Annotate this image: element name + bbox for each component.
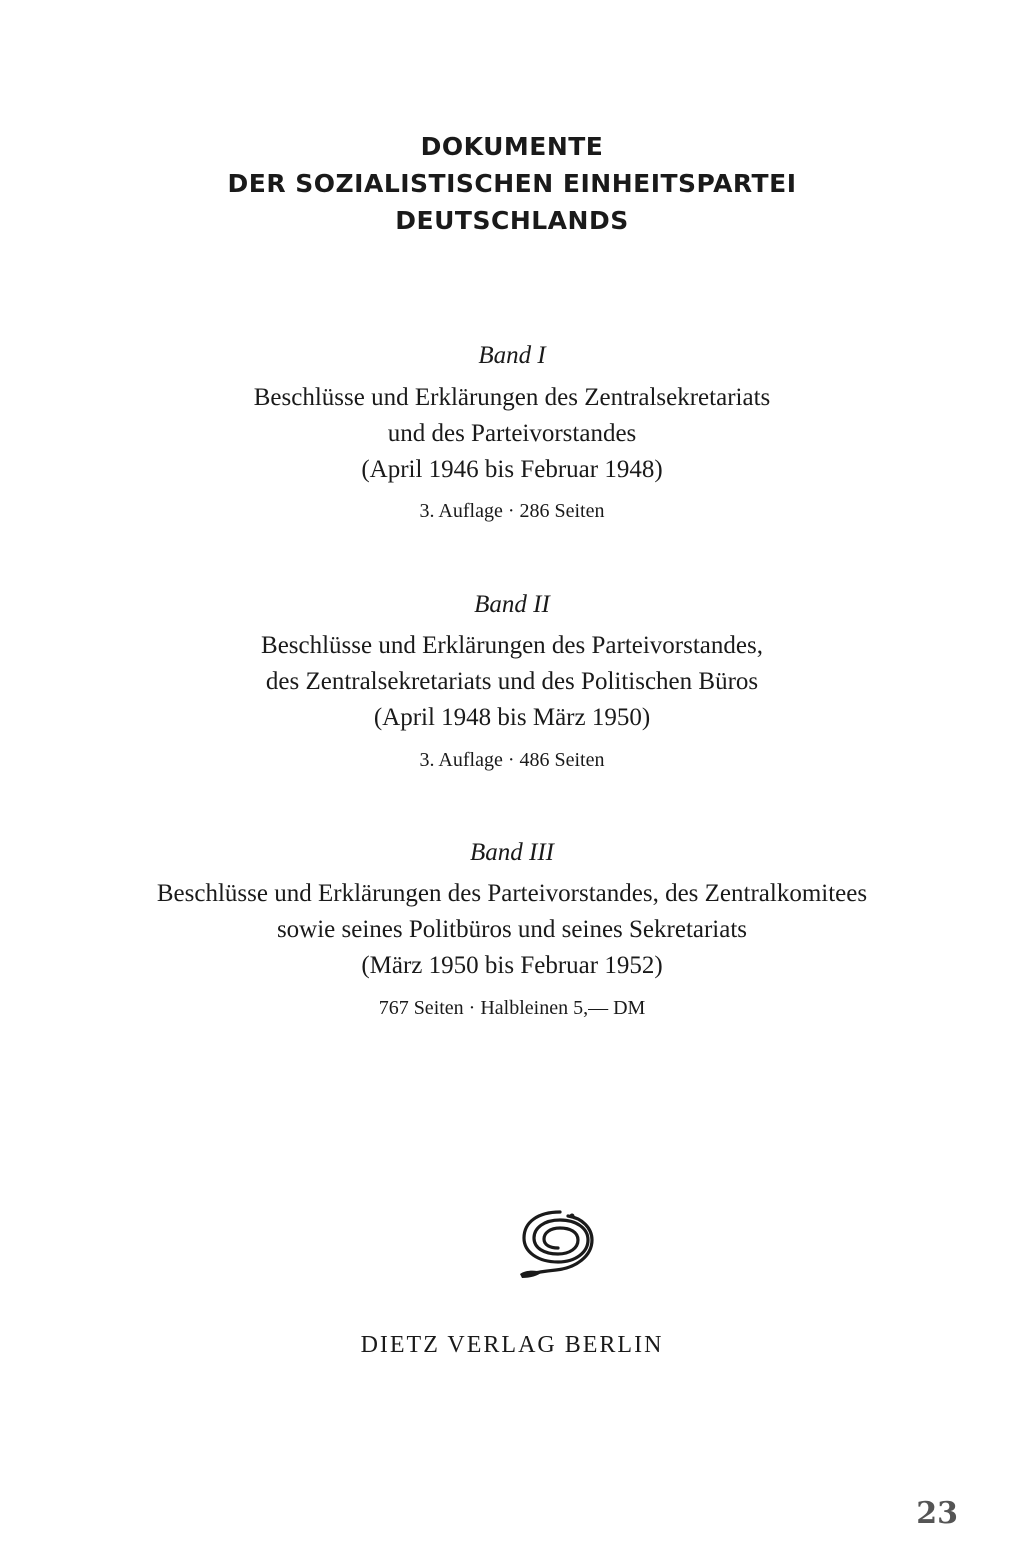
publisher-spiral-logo-icon: [516, 1208, 596, 1282]
series-title-line-2: DER SOZIALISTISCHEN EINHEITSPARTEI: [227, 169, 797, 198]
volume-2-line-2: des Zentralsekretariats und des Politischen Büros: [265, 668, 759, 695]
volume-2-heading: Band II: [474, 591, 550, 618]
volume-2-meta: 3. Auflage · 486 Seiten: [419, 749, 605, 771]
volume-3-line-2: sowie seines Politbüros und seines Sekretariats: [276, 916, 748, 943]
volume-3-line-3: (März 1950 bis Februar 1952): [361, 952, 663, 979]
series-title-line-1: DOKUMENTE: [420, 132, 604, 161]
publisher-name: DIETZ VERLAG BERLIN: [360, 1332, 664, 1358]
series-title: [0, 128, 1024, 239]
volume-1-line-3: (April 1946 bis Februar 1948): [361, 456, 663, 483]
volume-3-heading: Band III: [470, 839, 554, 866]
volume-1-heading: Band I: [478, 342, 546, 369]
volume-1-line-2: und des Parteivorstandes: [387, 420, 637, 447]
volume-3-line-1: Beschlüsse und Erklärungen des Parteivorstandes, des Zentralkomitees: [156, 880, 868, 907]
page-number: 23: [916, 1496, 958, 1531]
volume-1-line-1: Beschlüsse und Erklärungen des Zentralsekretariats: [253, 384, 771, 411]
volume-2-line-1: Beschlüsse und Erklärungen des Parteivorstandes,: [261, 632, 763, 659]
volume-2-line-3: (April 1948 bis März 1950): [373, 704, 651, 731]
volume-3-meta: 767 Seiten · Halbleinen 5,— DM: [378, 997, 646, 1019]
series-title-line-3: DEUTSCHLANDS: [395, 206, 629, 235]
volume-1-meta: 3. Auflage · 286 Seiten: [419, 500, 605, 522]
